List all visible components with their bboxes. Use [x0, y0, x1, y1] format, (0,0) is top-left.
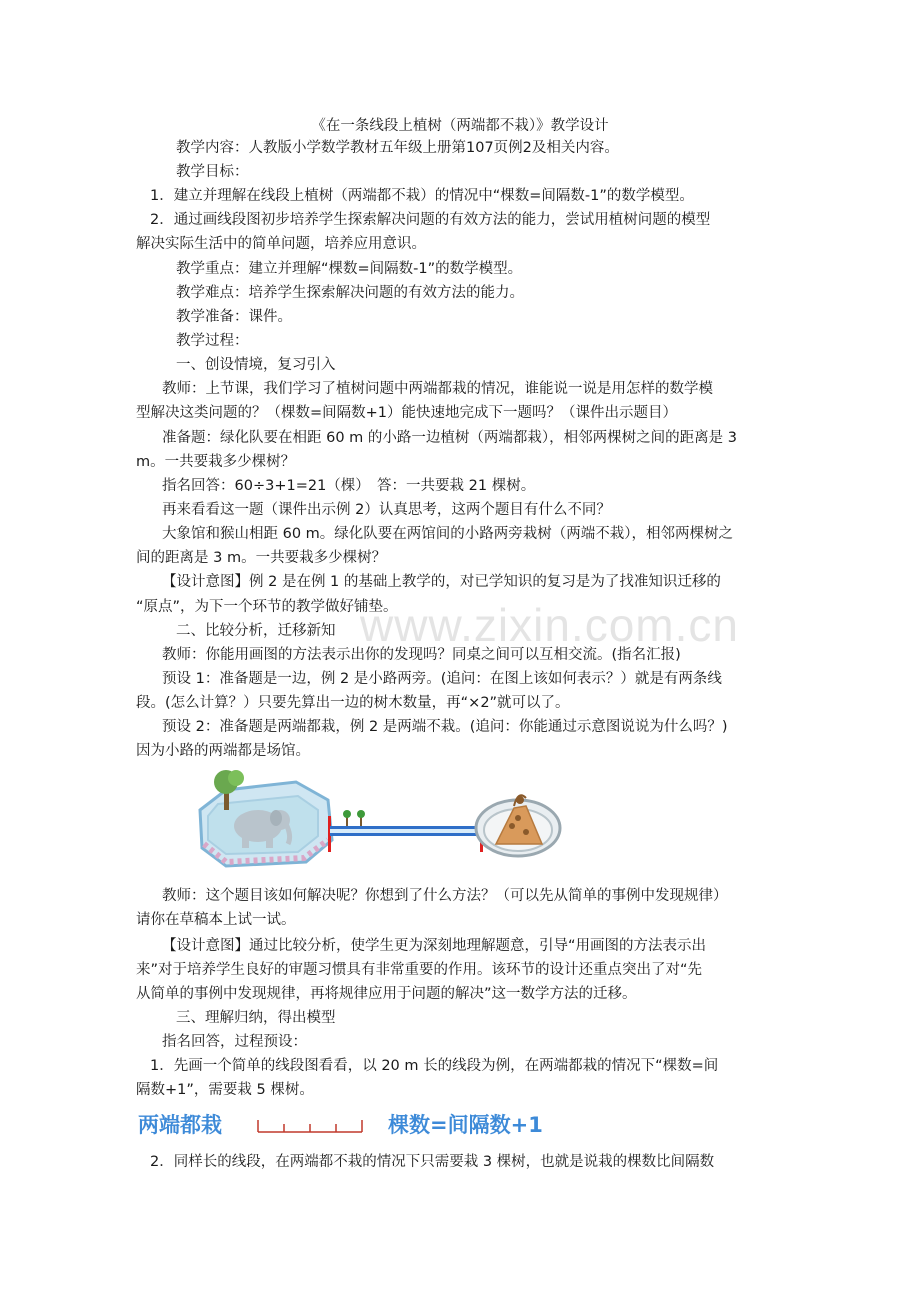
text-line: 指名回答，过程预设： — [162, 1034, 307, 1050]
text-line: 教学过程： — [176, 333, 249, 349]
text-line: 解决实际生活中的简单问题，培养应用意识。 — [136, 236, 426, 252]
segment-diagram — [256, 1114, 366, 1138]
text-line: 教学内容：人教版小学数学教材五年级上册第107页例2及相关内容。 — [176, 140, 619, 156]
section-heading: 一、创设情境，复习引入 — [176, 357, 336, 373]
text-line: 2．同样长的线段，在两端都不栽的情况下只需要栽 3 棵树，也就是说栽的棵数比间隔数 — [150, 1154, 715, 1170]
text-line: 来”对于培养学生良好的审题习惯具有非常重要的作用。该环节的设计还重点突出了对“先 — [136, 962, 703, 978]
formula-figure — [138, 1108, 638, 1144]
text-line: 【设计意图】通过比较分析，使学生更为深刻地理解题意，引导“用画图的方法表示出 — [162, 938, 707, 954]
text-line: 段。(怎么计算？）只要先算出一边的树木数量，再“×2”就可以了。 — [136, 695, 570, 711]
section-heading: 三、理解归纳，得出模型 — [176, 1010, 336, 1026]
text-line: 大象馆和猴山相距 60 m。绿化队要在两馆间的小路两旁栽树（两端不栽），相邻两棵树之 — [162, 526, 734, 542]
text-line: 再来看看这一题（课件出示例 2）认真思考，这两个题目有什么不同？ — [162, 502, 611, 518]
text-line: 从简单的事例中发现规律，再将规律应用于问题的解决”这一数学方法的迁移。 — [136, 986, 637, 1002]
text-line: 因为小路的两端都是场馆。 — [136, 743, 310, 759]
both-ends-label: 两端都栽 — [138, 1113, 222, 1137]
watermark: www.zixin.com.cn — [360, 599, 739, 651]
elephant-house-monkey-hill-illustration — [196, 770, 566, 872]
text-line: 间的距离是 3 m。一共要栽多少棵树？ — [136, 550, 387, 566]
text-line: 教学准备：课件。 — [176, 309, 292, 325]
text-line: 教师：上节课，我们学习了植树问题中两端都栽的情况，谁能说一说是用怎样的数学模 — [162, 381, 713, 397]
text-line: 准备题：绿化队要在相距 60 m 的小路一边植树（两端都栽），相邻两棵树之间的距离是 3 — [162, 430, 737, 446]
text-line: 指名回答：60÷3+1=21（棵） 答：一共要栽 21 棵树。 — [162, 478, 536, 494]
text-line: 【设计意图】例 2 是在例 1 的基础上教学的，对已学知识的复习是为了找准知识迁移的 — [162, 574, 721, 590]
text-line: 教学难点：培养学生探索解决问题的有效方法的能力。 — [176, 285, 524, 301]
text-line: 型解决这类问题的？（棵数=间隔数+1）能快速地完成下一题吗？（课件出示题目） — [136, 405, 678, 421]
text-line: 教师：这个题目该如何解决呢？你想到了什么方法？（可以先从简单的事例中发现规律） — [162, 888, 728, 904]
document-title: 《在一条线段上植树（两端都不栽）》教学设计 — [311, 118, 609, 134]
section-heading: 二、比较分析，迁移新知 — [176, 623, 336, 639]
formula-text: 棵数=间隔数+1 — [388, 1113, 543, 1137]
text-line: 教学目标： — [176, 164, 249, 180]
text-line: 教师：你能用画图的方法表示出你的发现吗？同桌之间可以互相交流。(指名汇报) — [162, 647, 681, 663]
text-line: 隔数+1”，需要栽 5 棵树。 — [136, 1082, 314, 1098]
text-line: “原点”，为下一个环节的教学做好铺垫。 — [136, 599, 398, 615]
text-line: 请你在草稿本上试一试。 — [136, 912, 296, 928]
text-line: 1．先画一个简单的线段图看看，以 20 m 长的线段为例，在两端都栽的情况下“棵数=间 — [150, 1058, 719, 1074]
text-line: 1．建立并理解在线段上植树（两端都不栽）的情况中“棵数=间隔数-1”的数学模型。 — [150, 188, 694, 204]
text-line: 2．通过画线段图初步培养学生探索解决问题的有效方法的能力，尝试用植树问题的模型 — [150, 212, 711, 228]
path-road — [330, 826, 480, 836]
text-line: 预设 1：准备题是一边，例 2 是小路两旁。(追问：在图上该如何表示？）就是有两条线 — [162, 671, 722, 687]
text-line: 预设 2：准备题是两端都栽，例 2 是两端不栽。(追问：你能通过示意图说说为什么吗？) — [162, 719, 728, 735]
text-line: m。一共要栽多少棵树？ — [136, 454, 296, 470]
text-line: 教学重点：建立并理解“棵数=间隔数-1”的数学模型。 — [176, 261, 523, 277]
